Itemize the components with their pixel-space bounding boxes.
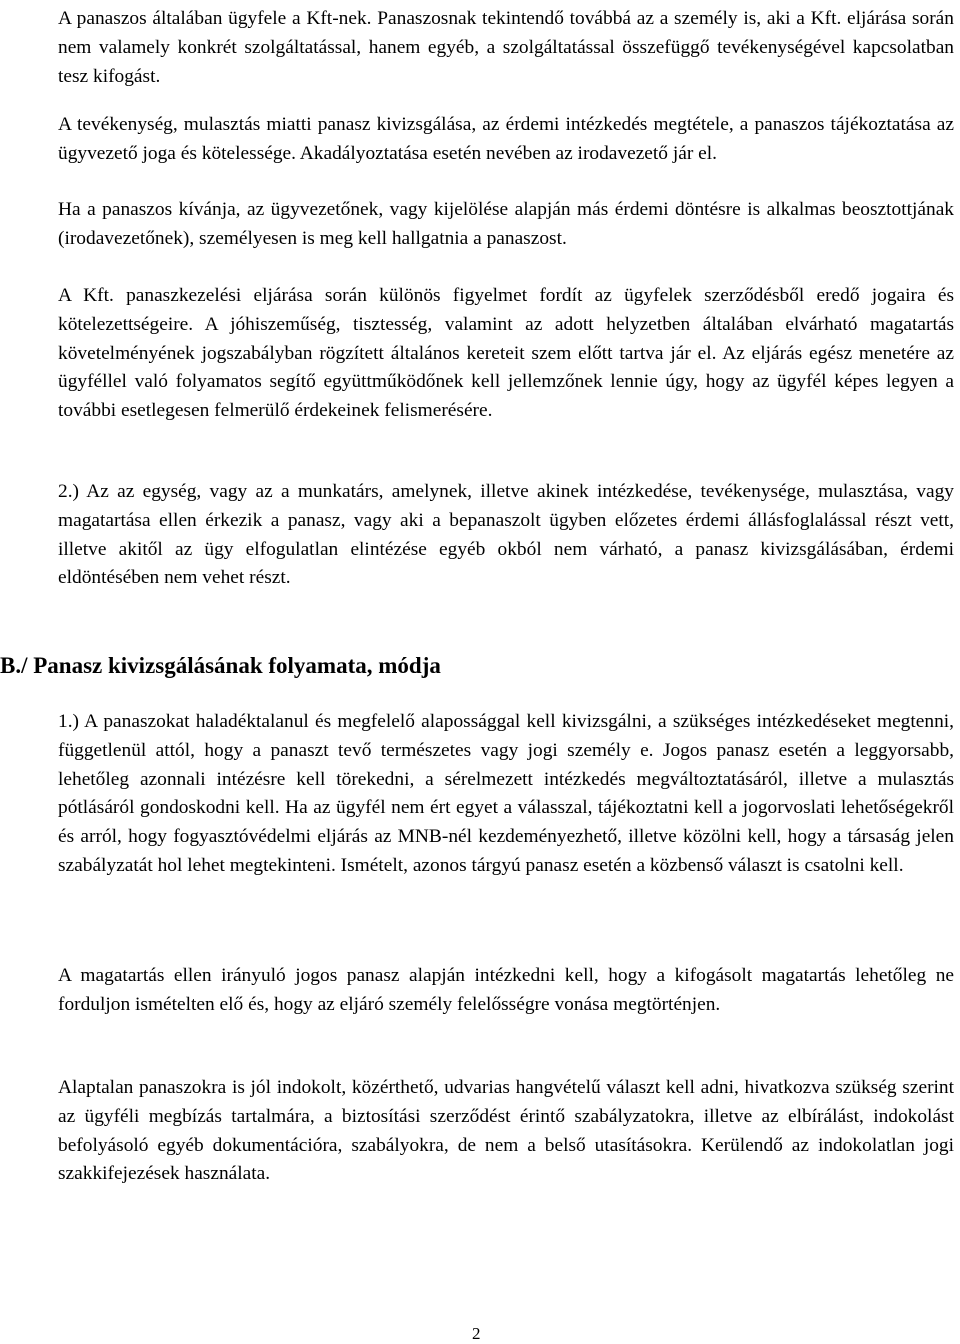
paragraph-complainant-definition: A panaszos általában ügyfele a Kft-nek. Panaszosnak tekintendő továbbá az a személy is, aki a Kft. eljárása során nem valamely konkrét szolgáltatással, hanem egyéb, a szolgáltatással összefüggő tevékenységével kapcsolatban tesz kifogást. [58,8,954,87]
paragraph-unfounded-complaints: Alaptalan panaszokra is jól indokolt, közérthető, udvarias hangvételű választ kell adni, hivatkozva szükség szerint az ügyféli megbízás tartalmára, a biztosítási szerződést érintő szabályzatokra, illetve az elbírálást, indokolást befolyásoló egyéb dokumentációra, szabályokra, de nem a belső utasításokra. Kerülendő az indokolatlan jogi szakkifejezések használata. [58,1077,954,1185]
paragraph-good-faith: A Kft. panaszkezelési eljárása során különös figyelmet fordít az ügyfelek szerződésből eredő jogaira és kötelezettségeire. A jóhiszeműség, tisztesség, valamint az adott helyzetben általában elvárható magatartás követelményének jogszabályban rögzített általános kereteit szem előtt tartva jár el. Az eljárás egész menetére az ügyféllel való folyamatos segítő együttműködőnek kell jellemzőnek lennie úgy, hogy az ügyfél képes legyen a további esetlegesen felmerülő érdekeinek felismerésére. [58,285,954,422]
paragraph-personal-hearing: Ha a panaszos kívánja, az ügyvezetőnek, vagy kijelölése alapján más érdemi döntésre is alkalmas beosztottjának (irodavezetőnek), személyesen is meg kell hallgatnia a panaszost. [58,199,954,249]
page-number: 2 [472,1324,481,1343]
paragraph-investigation-responsibility: A tevékenység, mulasztás miatti panasz kivizsgálása, az érdemi intézkedés megtétele, a panaszos tájékoztatása az ügyvezető joga és kötelessége. Akadályoztatása esetén nevében az irodavezető jár el. [58,114,954,164]
paragraph-investigation-process: 1.) A panaszokat haladéktalanul és megfelelő alapossággal kell kivizsgálni, a szükséges intézkedéseket megtenni, függetlenül attól, hogy a panaszt tevő természetes vagy jogi személy e. Jogos panasz esetén a leggyorsabb, lehetőleg azonnali intézésre kell törekedni, a sérelmezett intézkedés megváltoztatásáról, illetve a mulasztás pótlásáról gondoskodni kell. Ha az ügyfél nem ért egyet a válasszal, tájékoztatni kell a jogorvoslati lehetőségekről és arról, hogy fogyasztóvédelmi eljárás az MNB-nél kezdeményezhető, illetve közölni kell, hogy a társaság jelen szabályzatát hol lehet megtekinteni. Ismételt, azonos tárgyú panasz esetén a közbenső választ is csatolni kell. [58,711,954,876]
paragraph-conflict-of-interest: 2.) Az az egység, vagy az a munkatárs, amelynek, illetve akinek intézkedése, tevékenysége, mulasztása, vagy magatartása ellen érkezik a panasz, vagy aki a bepanaszolt ügyben előzetes érdemi állásfoglalással részt vett, illetve akitől az ügy elfogulatlan elintézése egyéb okból nem várható, a panasz kivizsgálásában, érdemi eldöntésében nem vehet részt. [58,481,954,589]
section-heading: B./ Panasz kivizsgálásának folyamata, módja [0,653,441,678]
paragraph-conduct-complaint: A magatartás ellen irányuló jogos panasz alapján intézkedni kell, hogy a kifogásolt magatartás lehetőleg ne forduljon ismételten elő és, hogy az eljáró személy felelősségre vonása megtörténjen. [58,965,954,1015]
